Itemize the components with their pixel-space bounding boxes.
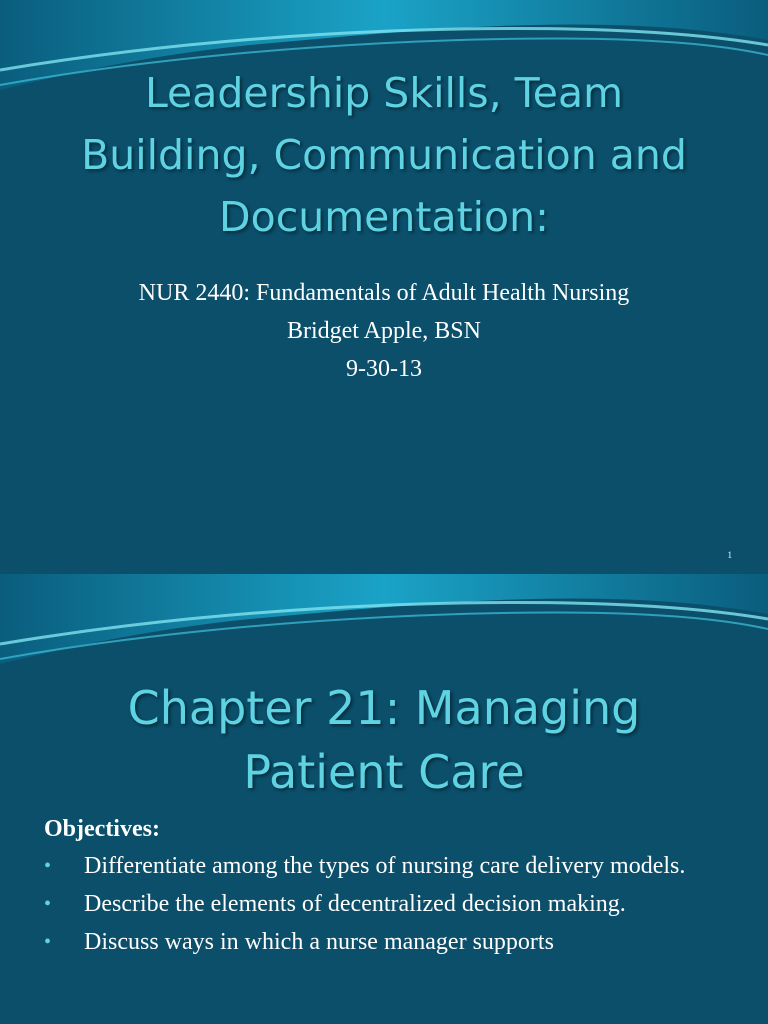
slide-1-title (20, 62, 748, 248)
title-line: Building, Communication and (81, 131, 687, 179)
slide-2 (0, 574, 768, 1024)
bullet-icon: • (44, 893, 52, 915)
date-line: 9-30-13 (346, 356, 422, 382)
objective-item (44, 850, 744, 882)
objectives-section (44, 812, 744, 964)
bullet-icon: • (44, 855, 52, 877)
title-line: Documentation: (219, 193, 549, 241)
title-line: Patient Care (243, 745, 525, 799)
objective-text: Discuss ways in which a nurse manager supports (84, 929, 554, 955)
title-line: Chapter 21: Managing (127, 681, 641, 735)
objective-item (44, 926, 744, 958)
objective-text: Differentiate among the types of nursing care delivery models. (84, 853, 686, 879)
slide-2-title (20, 676, 748, 804)
author-line: Bridget Apple, BSN (286, 318, 481, 344)
objective-text: Describe the elements of decentralized decision making. (84, 891, 626, 917)
slide-1-subtitle (0, 274, 768, 388)
objectives-heading: Objectives: (44, 816, 160, 842)
course-line: NUR 2440: Fundamentals of Adult Health Nursing (138, 280, 630, 306)
objective-item (44, 888, 744, 920)
title-line: Leadership Skills, Team (144, 69, 624, 117)
bullet-icon: • (44, 931, 52, 953)
slide-number: 1 (727, 550, 732, 560)
